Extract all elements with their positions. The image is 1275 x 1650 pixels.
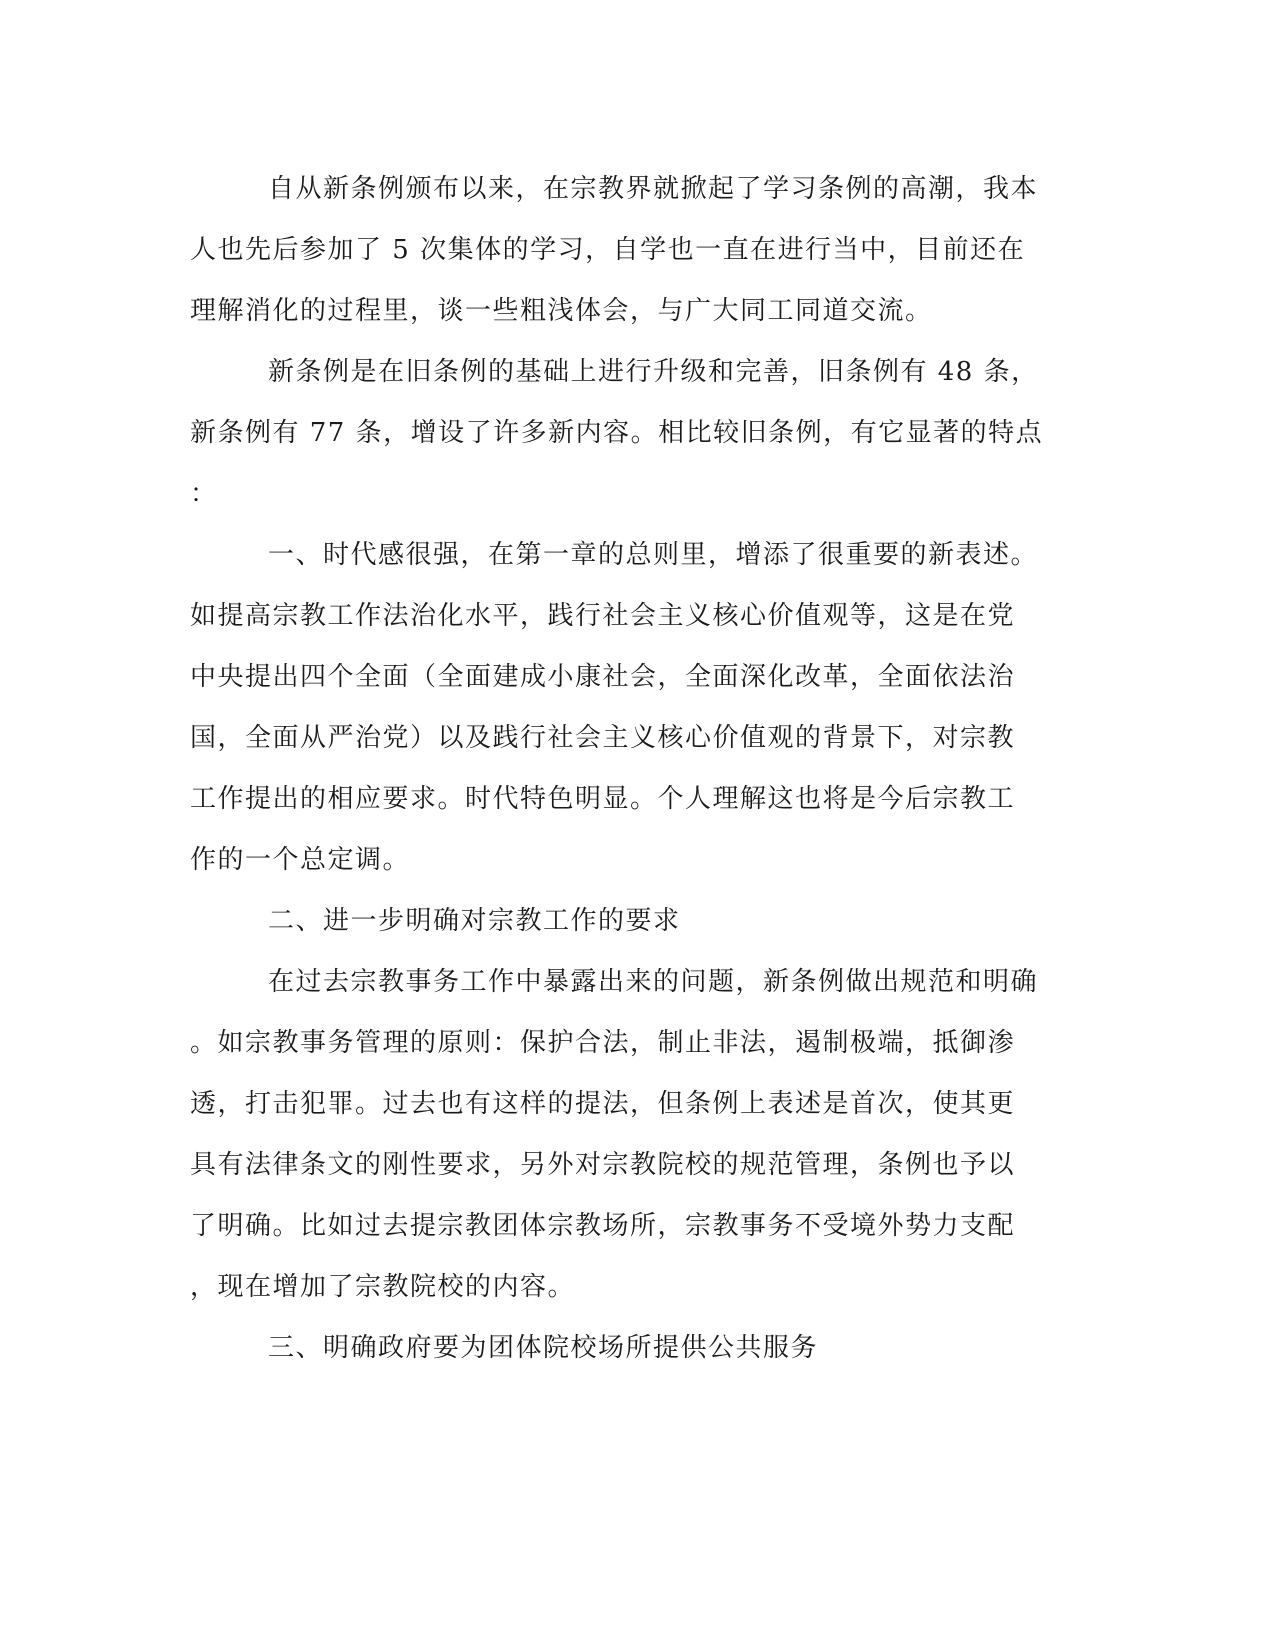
text-line: 。如宗教事务管理的原则：保护合法，制止非法，遏制极端，抵御渗 <box>190 1028 1016 1058</box>
text-line: 在过去宗教事务工作中暴露出来的问题，新条例做出规范和明确 <box>268 967 1039 997</box>
text-line: 工作提出的相应要求。时代特色明显。个人理解这也将是今后宗教工 <box>190 784 1016 814</box>
text-line: 了明确。比如过去提宗教团体宗教场所，宗教事务不受境外势力支配 <box>190 1211 1016 1241</box>
text-line: 如提高宗教工作法治化水平，践行社会主义核心价值观等，这是在党 <box>190 601 1016 631</box>
text-line: 具有法律条文的刚性要求，另外对宗教院校的规范管理，条例也予以 <box>190 1150 1016 1180</box>
section-heading-1: 一、时代感很强，在第一章的总则里，增添了很重要的新表述。 <box>268 540 1039 570</box>
text-line: ： <box>190 479 218 509</box>
text-line: 人也先后参加了 5 次集体的学习，自学也一直在进行当中，目前还在 <box>190 235 1026 265</box>
text-line: ，现在增加了宗教院校的内容。 <box>190 1272 576 1302</box>
section-heading-3: 三、明确政府要为团体院校场所提供公共服务 <box>268 1333 819 1363</box>
text-line: 中央提出四个全面（全面建成小康社会，全面深化改革，全面依法治 <box>190 662 1016 692</box>
text-line: 透，打击犯罪。过去也有这样的提法，但条例上表述是首次，使其更 <box>190 1089 1016 1119</box>
text-line: 国，全面从严治党）以及践行社会主义核心价值观的背景下，对宗教 <box>190 723 1016 753</box>
text-line: 新条例有 77 条，增设了许多新内容。相比较旧条例，有它显著的特点 <box>190 418 1044 448</box>
text-line: 作的一个总定调。 <box>190 845 411 875</box>
text-line: 理解消化的过程里，谈一些粗浅体会，与广大同工同道交流。 <box>190 296 933 326</box>
section-heading-2: 二、进一步明确对宗教工作的要求 <box>268 906 681 936</box>
text-line: 新条例是在旧条例的基础上进行升级和完善，旧条例有 48 条， <box>268 357 1039 387</box>
text-line: 自从新条例颁布以来，在宗教界就掀起了学习条例的高潮，我本 <box>268 174 1039 204</box>
